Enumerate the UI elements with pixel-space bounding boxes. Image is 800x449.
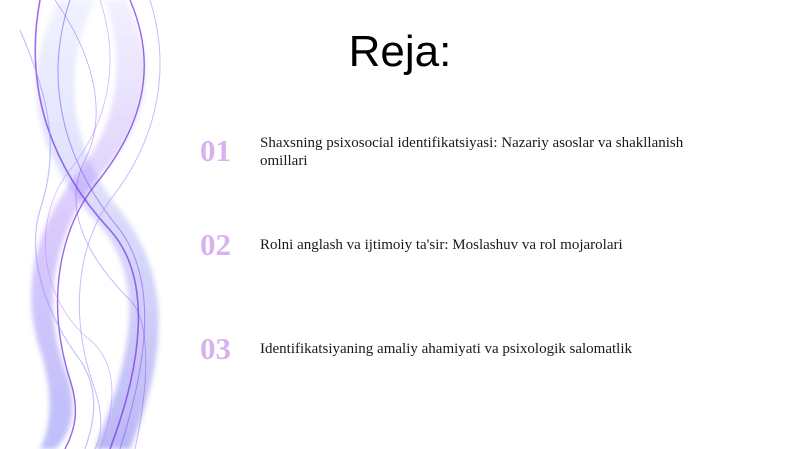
agenda-item-number: 03 xyxy=(200,331,231,366)
agenda-item-number: 02 xyxy=(200,227,231,262)
agenda-item-text: Shaxsning psixosocial identifikatsiyasi: Nazariy asoslar va shakllanish omillari xyxy=(260,135,684,169)
smoke-ribbon-decoration xyxy=(0,0,200,449)
agenda-item-text: Identifikatsiyaning amaliy ahamiyati va psixologik salomatlik xyxy=(260,341,633,357)
agenda-item-number: 01 xyxy=(200,133,231,168)
slide-title: Reja: xyxy=(348,27,452,76)
agenda-item-text: Rolni anglash va ijtimoiy ta'sir: Moslashuv va rol mojarolari xyxy=(260,237,623,253)
